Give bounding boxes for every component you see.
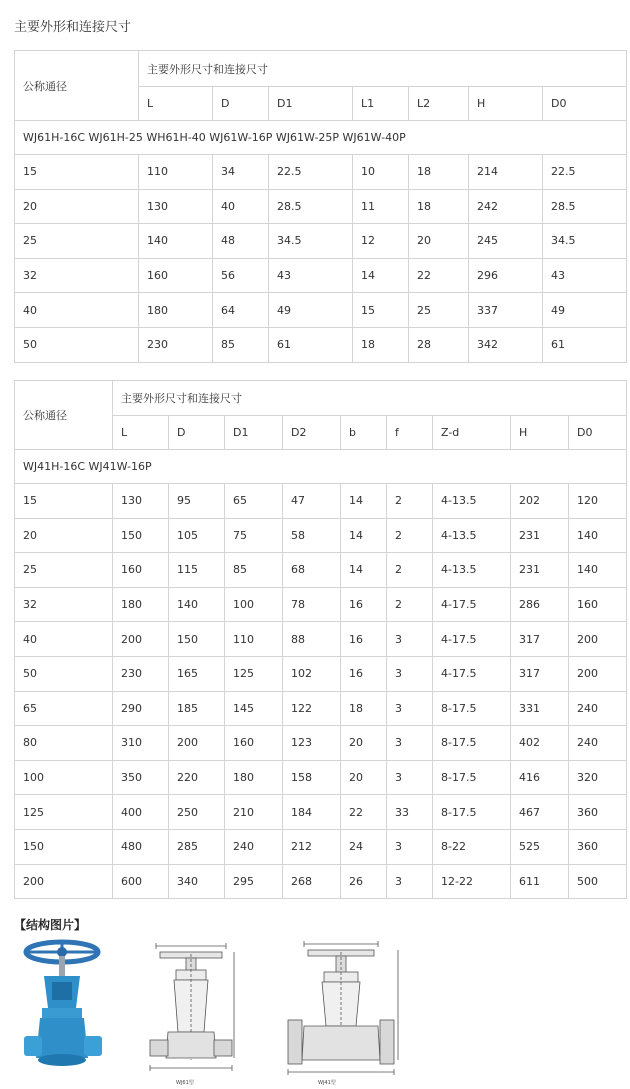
dn-cell: 20 (15, 189, 139, 224)
page-title: 主要外形和连接尺寸 (14, 20, 132, 35)
value-cell: 200 (113, 622, 169, 657)
value-cell: 3 (387, 760, 433, 795)
value-cell: 231 (511, 553, 569, 588)
value-cell: 28.5 (543, 189, 627, 224)
value-cell: 61 (269, 327, 353, 362)
value-cell: 10 (353, 155, 409, 190)
dn-cell: 200 (15, 864, 113, 899)
table-row (15, 189, 627, 224)
value-cell: 285 (169, 829, 225, 864)
value-cell: 230 (139, 327, 213, 362)
table-row (15, 864, 627, 899)
dn-cell: 32 (15, 587, 113, 622)
value-cell: 500 (569, 864, 627, 899)
value-cell: 47 (283, 484, 341, 519)
value-cell: 320 (569, 760, 627, 795)
value-cell: 245 (469, 224, 543, 259)
value-cell: 14 (341, 518, 387, 553)
value-cell: 4-13.5 (433, 484, 511, 519)
value-cell: 115 (169, 553, 225, 588)
dn-cell: 100 (15, 760, 113, 795)
column-header: D (213, 87, 269, 121)
table-row (15, 155, 627, 190)
column-header: b (341, 416, 387, 450)
value-cell: 122 (283, 691, 341, 726)
value-cell: 120 (569, 484, 627, 519)
value-cell: 85 (225, 553, 283, 588)
value-cell: 88 (283, 622, 341, 657)
dn-cell: 40 (15, 622, 113, 657)
value-cell: 4-13.5 (433, 518, 511, 553)
dn-cell: 150 (15, 829, 113, 864)
value-cell: 240 (569, 726, 627, 761)
value-cell: 180 (139, 293, 213, 328)
wj61-section-drawing (146, 940, 238, 1088)
value-cell: 49 (543, 293, 627, 328)
column-header: L1 (353, 87, 409, 121)
value-cell: 8-17.5 (433, 726, 511, 761)
value-cell: 16 (341, 622, 387, 657)
value-cell: 200 (569, 622, 627, 657)
value-cell: 16 (341, 656, 387, 691)
value-cell: 14 (341, 553, 387, 588)
value-cell: 28.5 (269, 189, 353, 224)
model-list: WJ61H-16C WJ61H-25 WH61H-40 WJ61W-16P WJ61W-25P WJ61W-40P (15, 121, 627, 155)
column-header: D (169, 416, 225, 450)
value-cell: 40 (213, 189, 269, 224)
value-cell: 480 (113, 829, 169, 864)
value-cell: 240 (225, 829, 283, 864)
value-cell: 160 (225, 726, 283, 761)
table-row (15, 518, 627, 553)
value-cell: 160 (113, 553, 169, 588)
value-cell: 230 (113, 656, 169, 691)
value-cell: 24 (341, 829, 387, 864)
value-cell: 3 (387, 726, 433, 761)
value-cell: 360 (569, 829, 627, 864)
value-cell: 200 (569, 656, 627, 691)
dn-header: 公称通径 (15, 51, 139, 121)
value-cell: 3 (387, 691, 433, 726)
value-cell: 2 (387, 484, 433, 519)
table-row (15, 553, 627, 588)
value-cell: 68 (283, 553, 341, 588)
value-cell: 212 (283, 829, 341, 864)
dn-cell: 50 (15, 656, 113, 691)
value-cell: 22.5 (269, 155, 353, 190)
table-row (15, 795, 627, 830)
value-cell: 26 (341, 864, 387, 899)
table-row (15, 587, 627, 622)
value-cell: 220 (169, 760, 225, 795)
value-cell: 4-13.5 (433, 553, 511, 588)
value-cell: 49 (269, 293, 353, 328)
column-header: H (469, 87, 543, 121)
value-cell: 12-22 (433, 864, 511, 899)
value-cell: 58 (283, 518, 341, 553)
value-cell: 18 (409, 155, 469, 190)
value-cell: 600 (113, 864, 169, 899)
wj41-caption: WJ41型 (318, 1080, 336, 1086)
value-cell: 4-17.5 (433, 622, 511, 657)
value-cell: 342 (469, 327, 543, 362)
dn-cell: 80 (15, 726, 113, 761)
value-cell: 20 (341, 760, 387, 795)
value-cell: 110 (139, 155, 213, 190)
value-cell: 130 (139, 189, 213, 224)
value-cell: 158 (283, 760, 341, 795)
value-cell: 180 (113, 587, 169, 622)
dn-cell: 40 (15, 293, 139, 328)
value-cell: 18 (409, 189, 469, 224)
value-cell: 12 (353, 224, 409, 259)
value-cell: 250 (169, 795, 225, 830)
value-cell: 140 (139, 224, 213, 259)
dimension-table-flanged (14, 380, 627, 899)
column-header: L (113, 416, 169, 450)
value-cell: 34 (213, 155, 269, 190)
column-header: D1 (269, 87, 353, 121)
value-cell: 125 (225, 656, 283, 691)
value-cell: 18 (353, 327, 409, 362)
model-row (15, 121, 627, 155)
value-cell: 3 (387, 656, 433, 691)
table-row (15, 760, 627, 795)
value-cell: 145 (225, 691, 283, 726)
dn-cell: 20 (15, 518, 113, 553)
value-cell: 317 (511, 622, 569, 657)
value-cell: 268 (283, 864, 341, 899)
value-cell: 4-17.5 (433, 656, 511, 691)
value-cell: 310 (113, 726, 169, 761)
table-row (15, 691, 627, 726)
value-cell: 110 (225, 622, 283, 657)
value-cell: 140 (569, 518, 627, 553)
value-cell: 14 (341, 484, 387, 519)
column-header: L (139, 87, 213, 121)
value-cell: 525 (511, 829, 569, 864)
value-cell: 85 (213, 327, 269, 362)
dimension-table-socket-weld (14, 50, 627, 363)
value-cell: 337 (469, 293, 543, 328)
value-cell: 416 (511, 760, 569, 795)
value-cell: 20 (409, 224, 469, 259)
group-header: 主要外形尺寸和连接尺寸 (113, 381, 627, 416)
value-cell: 75 (225, 518, 283, 553)
structure-images-heading: 【结构图片】 (14, 918, 87, 932)
value-cell: 34.5 (269, 224, 353, 259)
value-cell: 8-17.5 (433, 691, 511, 726)
value-cell: 2 (387, 553, 433, 588)
value-cell: 78 (283, 587, 341, 622)
value-cell: 11 (353, 189, 409, 224)
value-cell: 290 (113, 691, 169, 726)
value-cell: 61 (543, 327, 627, 362)
value-cell: 231 (511, 518, 569, 553)
dn-cell: 125 (15, 795, 113, 830)
value-cell: 200 (169, 726, 225, 761)
value-cell: 33 (387, 795, 433, 830)
value-cell: 8-17.5 (433, 760, 511, 795)
model-row (15, 450, 627, 484)
table-body (15, 155, 627, 363)
value-cell: 210 (225, 795, 283, 830)
value-cell: 184 (283, 795, 341, 830)
value-cell: 22 (409, 258, 469, 293)
model-list: WJ41H-16C WJ41W-16P (15, 450, 627, 484)
value-cell: 350 (113, 760, 169, 795)
wj41-section-drawing (282, 938, 402, 1088)
dn-cell: 15 (15, 484, 113, 519)
value-cell: 295 (225, 864, 283, 899)
value-cell: 3 (387, 864, 433, 899)
value-cell: 242 (469, 189, 543, 224)
value-cell: 160 (139, 258, 213, 293)
value-cell: 150 (169, 622, 225, 657)
value-cell: 20 (341, 726, 387, 761)
value-cell: 14 (353, 258, 409, 293)
column-header: H (511, 416, 569, 450)
value-cell: 340 (169, 864, 225, 899)
value-cell: 100 (225, 587, 283, 622)
value-cell: 56 (213, 258, 269, 293)
dn-header: 公称通径 (15, 381, 113, 450)
dn-cell: 32 (15, 258, 139, 293)
value-cell: 8-17.5 (433, 795, 511, 830)
table-row (15, 656, 627, 691)
column-header: L2 (409, 87, 469, 121)
column-header: D0 (543, 87, 627, 121)
value-cell: 15 (353, 293, 409, 328)
value-cell: 180 (225, 760, 283, 795)
value-cell: 25 (409, 293, 469, 328)
value-cell: 16 (341, 587, 387, 622)
value-cell: 102 (283, 656, 341, 691)
value-cell: 296 (469, 258, 543, 293)
value-cell: 165 (169, 656, 225, 691)
value-cell: 64 (213, 293, 269, 328)
value-cell: 43 (543, 258, 627, 293)
table-row (15, 258, 627, 293)
value-cell: 611 (511, 864, 569, 899)
table-row (15, 327, 627, 362)
table-header-row (15, 51, 627, 87)
value-cell: 3 (387, 622, 433, 657)
value-cell: 400 (113, 795, 169, 830)
dn-cell: 25 (15, 553, 113, 588)
column-header: D2 (283, 416, 341, 450)
value-cell: 3 (387, 829, 433, 864)
value-cell: 48 (213, 224, 269, 259)
table-row (15, 484, 627, 519)
value-cell: 4-17.5 (433, 587, 511, 622)
value-cell: 467 (511, 795, 569, 830)
value-cell: 105 (169, 518, 225, 553)
table-row (15, 293, 627, 328)
valve-photo (22, 938, 104, 1088)
value-cell: 22.5 (543, 155, 627, 190)
table-header-row (15, 381, 627, 416)
value-cell: 214 (469, 155, 543, 190)
value-cell: 140 (169, 587, 225, 622)
value-cell: 160 (569, 587, 627, 622)
value-cell: 130 (113, 484, 169, 519)
column-header: D1 (225, 416, 283, 450)
value-cell: 22 (341, 795, 387, 830)
table-row (15, 224, 627, 259)
value-cell: 2 (387, 587, 433, 622)
table-row (15, 726, 627, 761)
value-cell: 8-22 (433, 829, 511, 864)
column-header: D0 (569, 416, 627, 450)
dn-cell: 25 (15, 224, 139, 259)
dn-cell: 50 (15, 327, 139, 362)
value-cell: 95 (169, 484, 225, 519)
value-cell: 34.5 (543, 224, 627, 259)
table-row (15, 622, 627, 657)
value-cell: 286 (511, 587, 569, 622)
dn-cell: 15 (15, 155, 139, 190)
wj61-caption: WJ61型 (176, 1080, 194, 1086)
value-cell: 18 (341, 691, 387, 726)
value-cell: 123 (283, 726, 341, 761)
value-cell: 140 (569, 553, 627, 588)
value-cell: 150 (113, 518, 169, 553)
table-body (15, 484, 627, 899)
value-cell: 28 (409, 327, 469, 362)
column-header: f (387, 416, 433, 450)
group-header: 主要外形尺寸和连接尺寸 (139, 51, 627, 87)
value-cell: 240 (569, 691, 627, 726)
value-cell: 317 (511, 656, 569, 691)
value-cell: 202 (511, 484, 569, 519)
value-cell: 331 (511, 691, 569, 726)
column-header: Z-d (433, 416, 511, 450)
table-row (15, 829, 627, 864)
dn-cell: 65 (15, 691, 113, 726)
value-cell: 402 (511, 726, 569, 761)
value-cell: 360 (569, 795, 627, 830)
value-cell: 43 (269, 258, 353, 293)
value-cell: 65 (225, 484, 283, 519)
value-cell: 2 (387, 518, 433, 553)
value-cell: 185 (169, 691, 225, 726)
